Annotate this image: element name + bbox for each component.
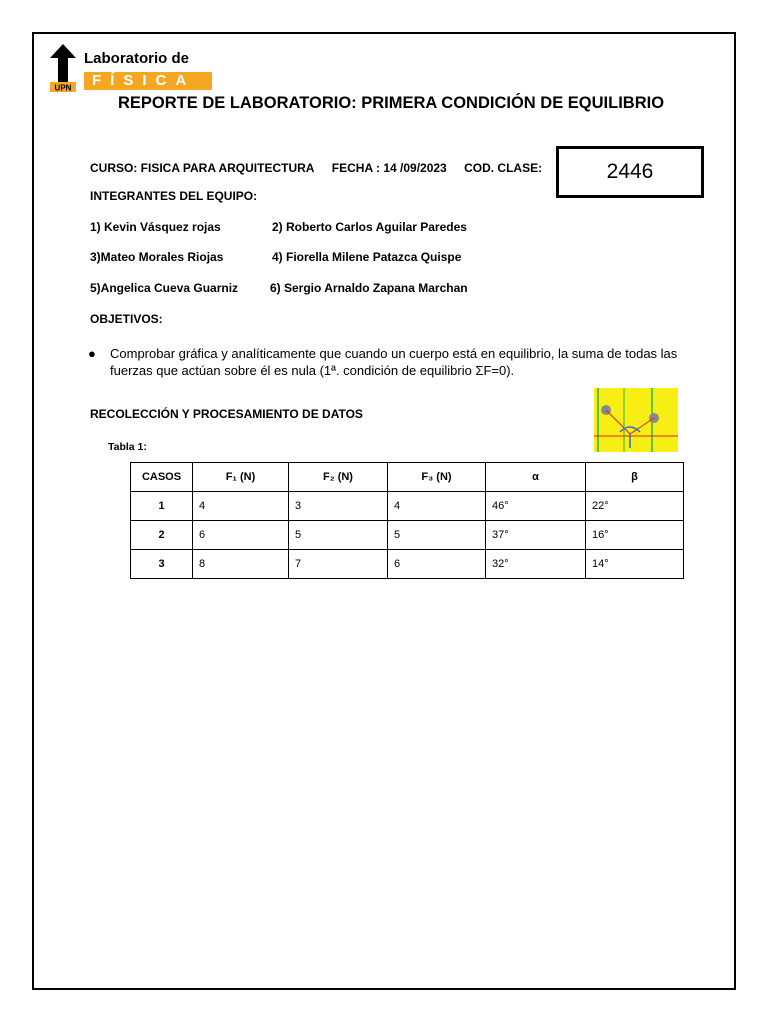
class-code-box: 2446 bbox=[556, 146, 704, 198]
member-5: 5)Angelica Cueva Guarniz bbox=[90, 281, 239, 295]
table-row bbox=[131, 492, 684, 521]
header-casos: CASOS bbox=[131, 463, 193, 492]
cell-f1: 6 bbox=[193, 521, 289, 550]
header-f1: F₁ (N) bbox=[193, 463, 289, 492]
cell-alpha: 32° bbox=[486, 550, 586, 579]
upn-logo bbox=[50, 44, 200, 92]
data-section-label: RECOLECCIÓN Y PROCESAMIENTO DE DATOS bbox=[90, 407, 363, 421]
upn-arrow-icon bbox=[50, 44, 76, 92]
equilibrium-diagram-image bbox=[594, 388, 678, 452]
cell-case: 3 bbox=[131, 550, 193, 579]
cell-case: 2 bbox=[131, 521, 193, 550]
member-4: 4) Fiorella Milene Patazca Quispe bbox=[272, 250, 462, 264]
cell-f3: 6 bbox=[388, 550, 486, 579]
objectives-label: OBJETIVOS: bbox=[90, 312, 163, 326]
course-code-label: COD. CLASE: bbox=[464, 161, 543, 175]
table-header-row bbox=[131, 463, 684, 492]
data-table bbox=[130, 462, 684, 579]
table-row bbox=[131, 521, 684, 550]
report-page bbox=[32, 32, 736, 990]
cell-f2: 7 bbox=[289, 550, 388, 579]
cell-alpha: 46° bbox=[486, 492, 586, 521]
course-line bbox=[90, 161, 556, 175]
report-title: REPORTE DE LABORATORIO: PRIMERA CONDICIÓN DE EQUILIBRIO bbox=[118, 94, 665, 112]
table-row bbox=[131, 550, 684, 579]
cell-f3: 5 bbox=[388, 521, 486, 550]
bullet-icon: ● bbox=[88, 346, 96, 361]
header-beta: β bbox=[586, 463, 684, 492]
cell-beta: 16° bbox=[586, 521, 684, 550]
svg-text:UPN: UPN bbox=[54, 83, 72, 92]
header-alpha: α bbox=[486, 463, 586, 492]
member-6: 6) Sergio Arnaldo Zapana Marchan bbox=[270, 281, 468, 295]
cell-f1: 8 bbox=[193, 550, 289, 579]
member-1: 1) Kevin Vásquez rojas bbox=[90, 220, 221, 234]
cell-beta: 22° bbox=[586, 492, 684, 521]
course-name: CURSO: FISICA PARA ARQUITECTURA bbox=[90, 161, 315, 175]
cell-f1: 4 bbox=[193, 492, 289, 521]
header-f2: F₂ (N) bbox=[289, 463, 388, 492]
team-label: INTEGRANTES DEL EQUIPO: bbox=[90, 189, 258, 203]
member-3: 3)Mateo Morales Riojas bbox=[90, 250, 224, 264]
header-f3: F₃ (N) bbox=[388, 463, 486, 492]
objective-text: Comprobar gráfica y analíticamente que cuando un cuerpo está en equilibrio, la suma de todas las fuerzas que actúan sobre él es nula (1ª. condición de equilibrio ΣF=0). bbox=[110, 346, 678, 378]
cell-case: 1 bbox=[131, 492, 193, 521]
cell-beta: 14° bbox=[586, 550, 684, 579]
logo-line2: FÍSICA bbox=[84, 72, 212, 90]
cell-f3: 4 bbox=[388, 492, 486, 521]
cell-f2: 5 bbox=[289, 521, 388, 550]
cell-alpha: 37° bbox=[486, 521, 586, 550]
cell-f2: 3 bbox=[289, 492, 388, 521]
course-date: FECHA : 14 /09/2023 bbox=[331, 161, 447, 175]
logo-line1: Laboratorio de bbox=[84, 50, 190, 67]
table-caption: Tabla 1: bbox=[108, 441, 147, 453]
member-2: 2) Roberto Carlos Aguilar Paredes bbox=[272, 220, 467, 234]
